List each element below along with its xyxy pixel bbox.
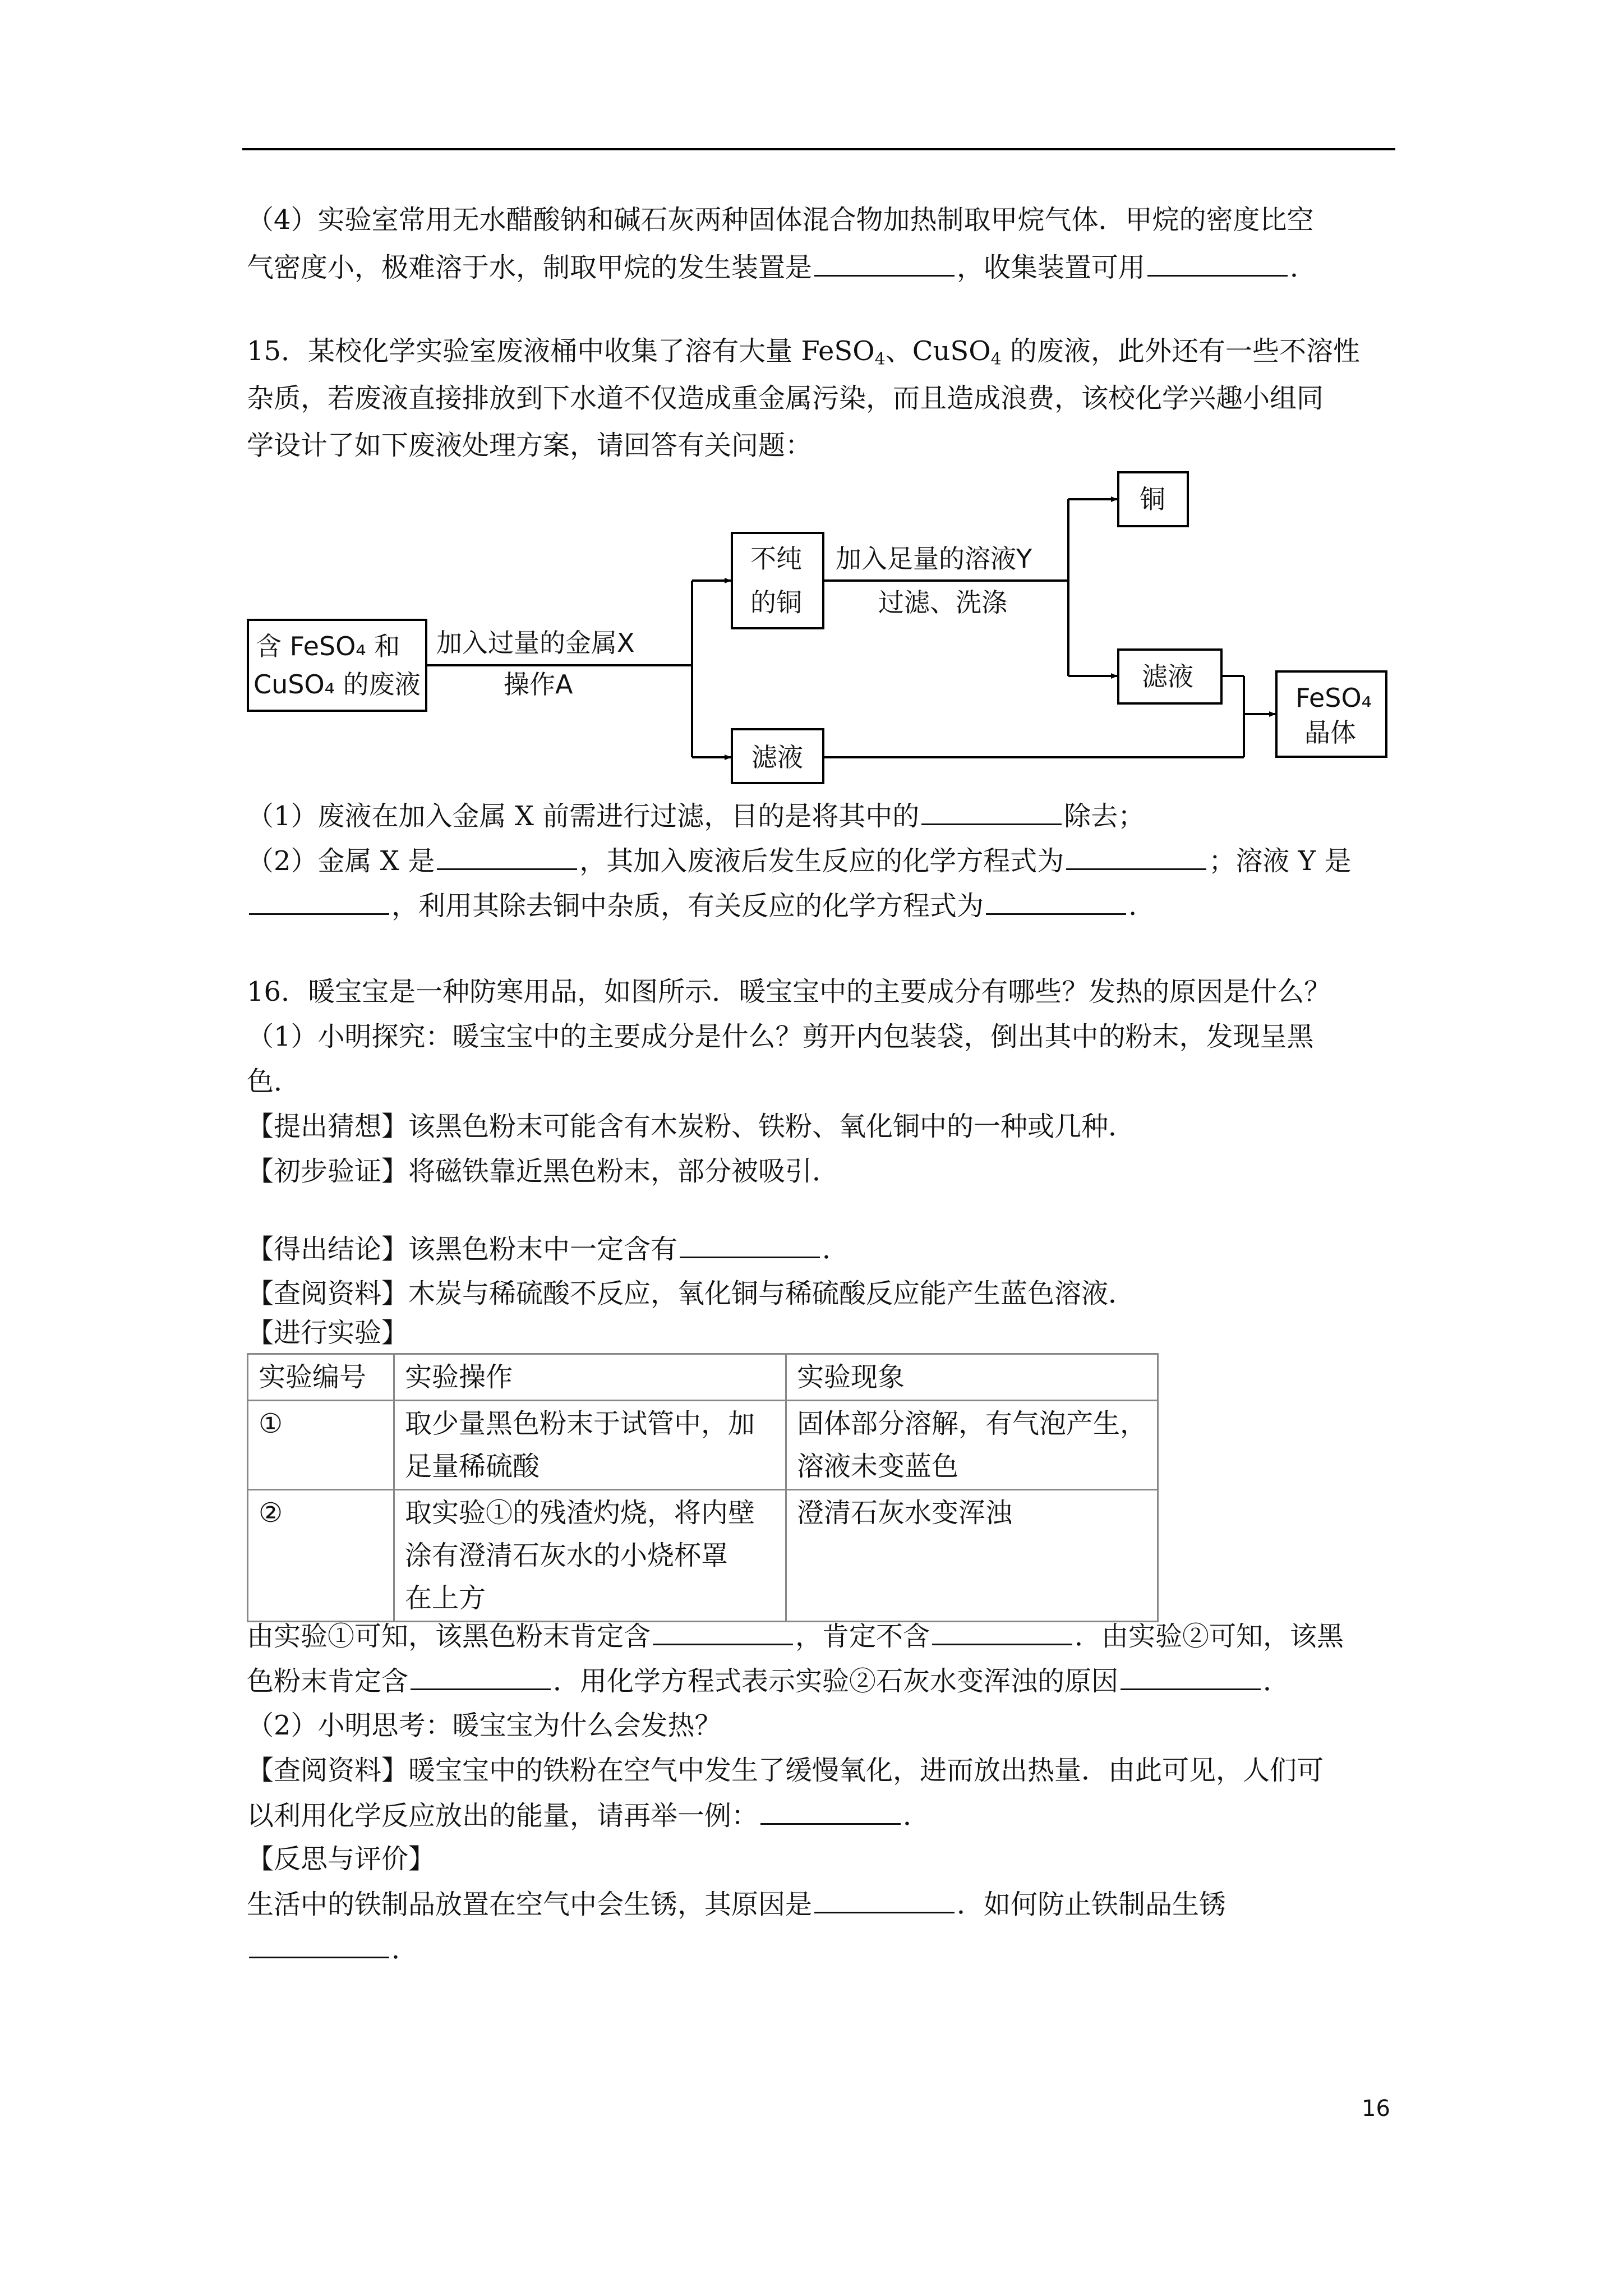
table-cell-op: 取少量黑色粉末于试管中，加 足量稀硫酸 (394, 1401, 786, 1490)
q15-sub2-line2: ，利用其除去铜中杂质，有关反应的化学方程式为 . (247, 889, 1137, 923)
label-copper: 铜 (1140, 484, 1165, 514)
table-cell-op: 取实验①的残渣灼烧，将内壁 涂有澄清石灰水的小烧杯罩 在上方 (394, 1490, 786, 1622)
label-start-1: 含 FeSO₄ 和 (256, 631, 400, 661)
table-cell-num: ① (248, 1401, 394, 1490)
label-filtrate-bottom: 滤液 (751, 742, 803, 772)
answer-blank[interactable] (680, 1232, 820, 1258)
answer-blank[interactable] (249, 889, 389, 915)
label-impure-2: 的铜 (750, 587, 802, 618)
answer-blank[interactable] (814, 1887, 955, 1913)
process-flow-diagram (0, 0, 1623, 830)
q16-line15: 生活中的铁制品放置在空气中会生锈，其原因是 ．如何防止铁制品生锈 (247, 1887, 1226, 1921)
q16-line5: 【初步验证】将磁铁靠近黑色粉末，部分被吸引． (247, 1156, 840, 1187)
q15-line1: 15．某校化学实验室废液桶中收集了溶有大量 FeSO$_4$、CuSO$_4$ 的废液，此外还有一些不溶性 (247, 335, 1361, 369)
answer-blank[interactable] (411, 1664, 551, 1690)
q16-line10: 色粉末肯定含 ．用化学方程式表示实验②石灰水变浑浊的原因 ． (247, 1664, 1290, 1698)
label-product-2: 晶体 (1304, 717, 1356, 748)
q15-sub1: （1）废液在加入金属 X 前需进行过滤，目的是将其中的 除去； (247, 799, 1145, 833)
answer-blank[interactable] (932, 1619, 1072, 1645)
table-header-cell: 实验现象 (786, 1354, 1158, 1401)
q14-4-line1: （4）实验室常用无水醋酸钠和碱石灰两种固体混合物加热制取甲烷气体．甲烷的密度比空 (247, 204, 1314, 236)
label-arrow2-1: 加入足量的溶液Y (836, 544, 1032, 574)
q15-line3: 学设计了如下废液处理方案，请回答有关问题： (247, 430, 813, 461)
q16-line7: 【查阅资料】木炭与稀硫酸不反应，氧化铜与稀硫酸反应能产生蓝色溶液． (247, 1278, 1136, 1309)
answer-blank[interactable] (653, 1619, 793, 1645)
table-cell-result: 固体部分溶解，有气泡产生， 溶液未变蓝色 (786, 1401, 1158, 1490)
experiment-table (247, 1353, 1159, 1622)
table-header-row (248, 1354, 1158, 1401)
q16-line1: 16．暖宝宝是一种防寒用品，如图所示．暖宝宝中的主要成分有哪些？发热的原因是什么？ (247, 976, 1331, 1007)
q16-line9: 由实验①可知，该黑色粉末肯定含 ，肯定不含 ．由实验②可知，该黑 (247, 1619, 1344, 1653)
q16-line8: 【进行实验】 (247, 1317, 409, 1349)
q16-line6: 【得出结论】该黑色粉末中一定含有 ． (247, 1232, 849, 1266)
answer-blank[interactable] (437, 844, 577, 870)
label-arrow1-1: 加入过量的金属X (436, 628, 635, 658)
answer-blank[interactable] (1121, 1664, 1261, 1690)
table-header-cell: 实验编号 (248, 1354, 394, 1401)
q16-line4: 【提出猜想】该黑色粉末可能含有木炭粉、铁粉、氧化铜中的一种或几种． (247, 1111, 1136, 1142)
table-row (248, 1401, 1158, 1490)
label-filtrate-top: 滤液 (1142, 661, 1193, 692)
answer-blank[interactable] (986, 889, 1126, 915)
q16-line14: 【反思与评价】 (247, 1843, 436, 1875)
page-number: 16 (1362, 2096, 1390, 2122)
table-cell-num: ② (248, 1490, 394, 1622)
label-arrow2-2: 过滤、洗涤 (878, 587, 1007, 618)
q16-line3: 色． (247, 1066, 301, 1097)
q15-line2: 杂质，若废液直接排放到下水道不仅造成重金属污染，而且造成浪费，该校化学兴趣小组同 (247, 383, 1324, 414)
answer-blank[interactable] (249, 1932, 389, 1958)
label-start-2: CuSO₄ 的废液 (253, 669, 421, 700)
table-header-cell: 实验操作 (394, 1354, 786, 1401)
label-impure-1: 不纯 (750, 544, 802, 574)
label-product-1: FeSO₄ (1295, 683, 1372, 713)
q14-4-line2: 气密度小，极难溶于水，制取甲烷的发生装置是 ，收集装置可用 ． (247, 250, 1317, 284)
q16-line16: ． (247, 1932, 418, 1966)
q16-line12: 【查阅资料】暖宝宝中的铁粉在空气中发生了缓慢氧化，进而放出热量．由此可见，人们可 (247, 1755, 1324, 1786)
table-row (248, 1490, 1158, 1622)
q16-line11: （2）小明思考：暖宝宝为什么会发热？ (247, 1710, 722, 1741)
label-arrow1-2: 操作A (504, 669, 573, 700)
answer-blank[interactable] (1066, 844, 1206, 870)
answer-blank[interactable] (760, 1798, 901, 1825)
q16-line13: 以利用化学反应放出的能量，请再举一例： ． (247, 1798, 930, 1833)
answer-blank[interactable] (921, 799, 1062, 825)
q16-line2: （1）小明探究：暖宝宝中的主要成分是什么？剪开内包装袋，倒出其中的粉末，发现呈黑 (247, 1021, 1314, 1052)
table-cell-result: 澄清石灰水变浑浊 (786, 1490, 1158, 1622)
q15-sub2-line1: （2）金属 X 是 ，其加入废液后发生反应的化学方程式为 ；溶液 Y 是 (247, 844, 1351, 878)
